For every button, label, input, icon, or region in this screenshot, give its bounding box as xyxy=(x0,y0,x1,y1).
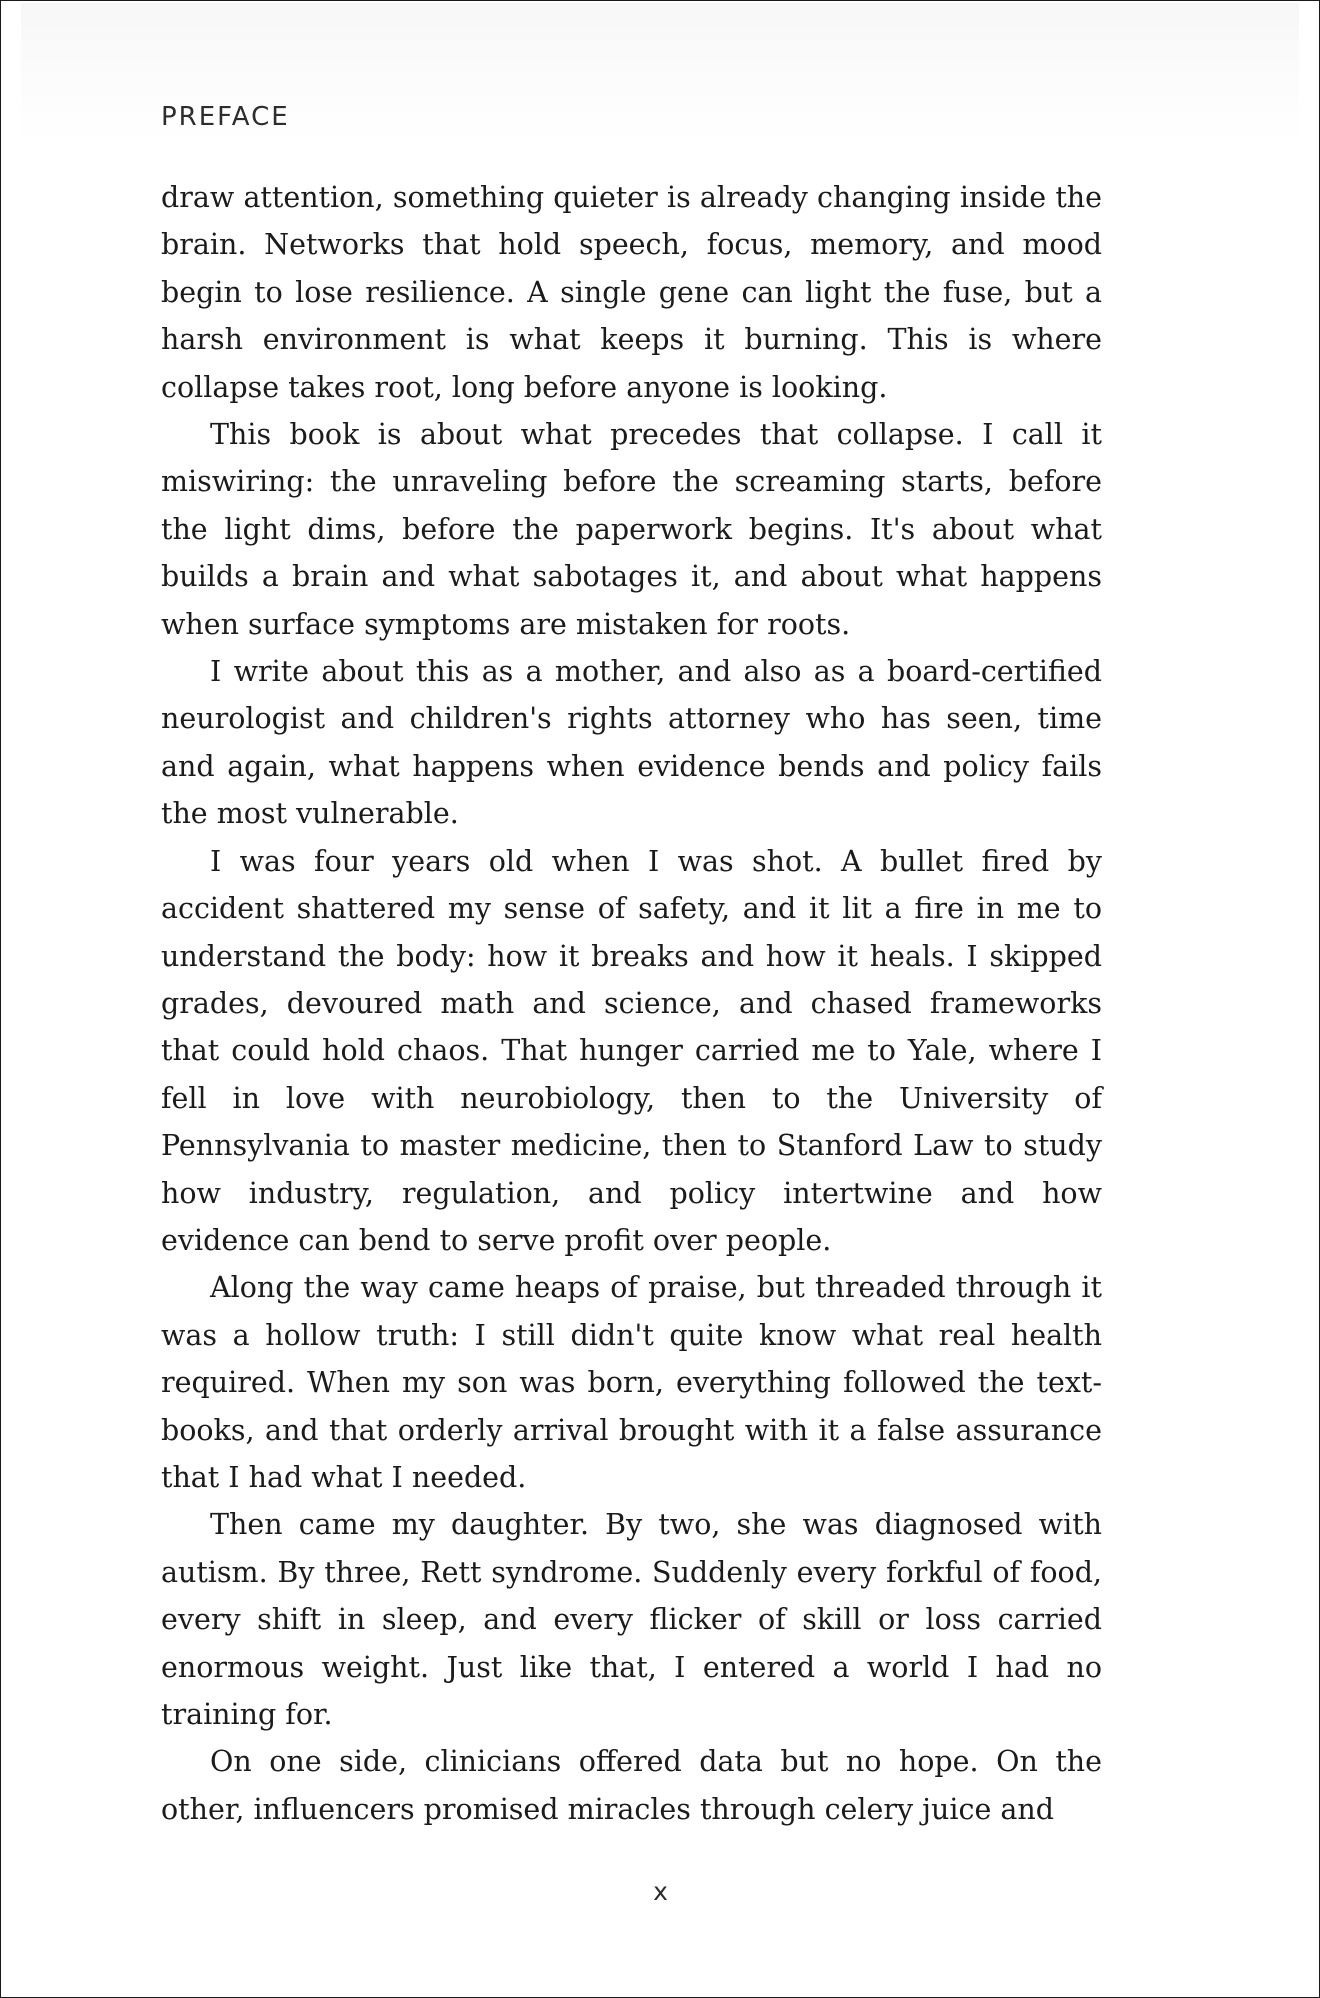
paragraph: On one side, clinicians offered data but no hope. On the other, influencers promised miracles through celery juice and xyxy=(161,1745,1102,1826)
paragraph: I was four years old when I was shot. A bullet fired by accident shattered my sense of safety, and it lit a fire in me to understand the body: how it breaks and how it heals. I skipped grades, devoured math and science, and chased frameworks that could hold chaos. That hunger carried me to Yale, where I fell in love with neurobiology, then to the University of Pennsylvania to master medicine, then to Stanford Law to study how industry, regulation, and policy intertwine and how evidence can bend to serve profit over people. xyxy=(161,844,1102,1257)
paragraph: Then came my daughter. By two, she was diagnosed with autism. By three, Rett syndrome. Suddenly every forkful of food, every shift in sleep, and every flicker of skill or loss carried enormous weight. Just like that, I entered a world I had no training for. xyxy=(161,1508,1102,1731)
paragraph: draw attention, something quieter is already changing inside the brain. Networks that hold speech, focus, memory, and mood begin to lose resilience. A single gene can light the fuse, but a harsh environment is what keeps it burning. This is where collapse takes root, long before anyone is looking. xyxy=(161,181,1102,404)
paragraph: Along the way came heaps of praise, but threaded through it was a hollow truth: I still didn't quite know what real health required. When my son was born, everything followed the textbooks, and that orderly arrival brought with it a false assurance that I had what I needed. xyxy=(161,1271,1102,1494)
running-head: PREFACE xyxy=(161,102,290,132)
page-number: x xyxy=(653,1877,669,1906)
paragraph: This book is about what precedes that collapse. I call it miswiring: the unraveling before the screaming starts, before the light dims, before the paperwork begins. It's about what builds a brain and what sabotages it, and about what happens when surface symptoms are mistaken for roots. xyxy=(161,418,1102,641)
paragraph: I write about this as a mother, and also as a board-certified neurologist and children's rights attorney who has seen, time and again, what happens when evidence bends and policy fails the most vulnerable. xyxy=(161,655,1102,831)
body-text xyxy=(161,174,1102,1833)
